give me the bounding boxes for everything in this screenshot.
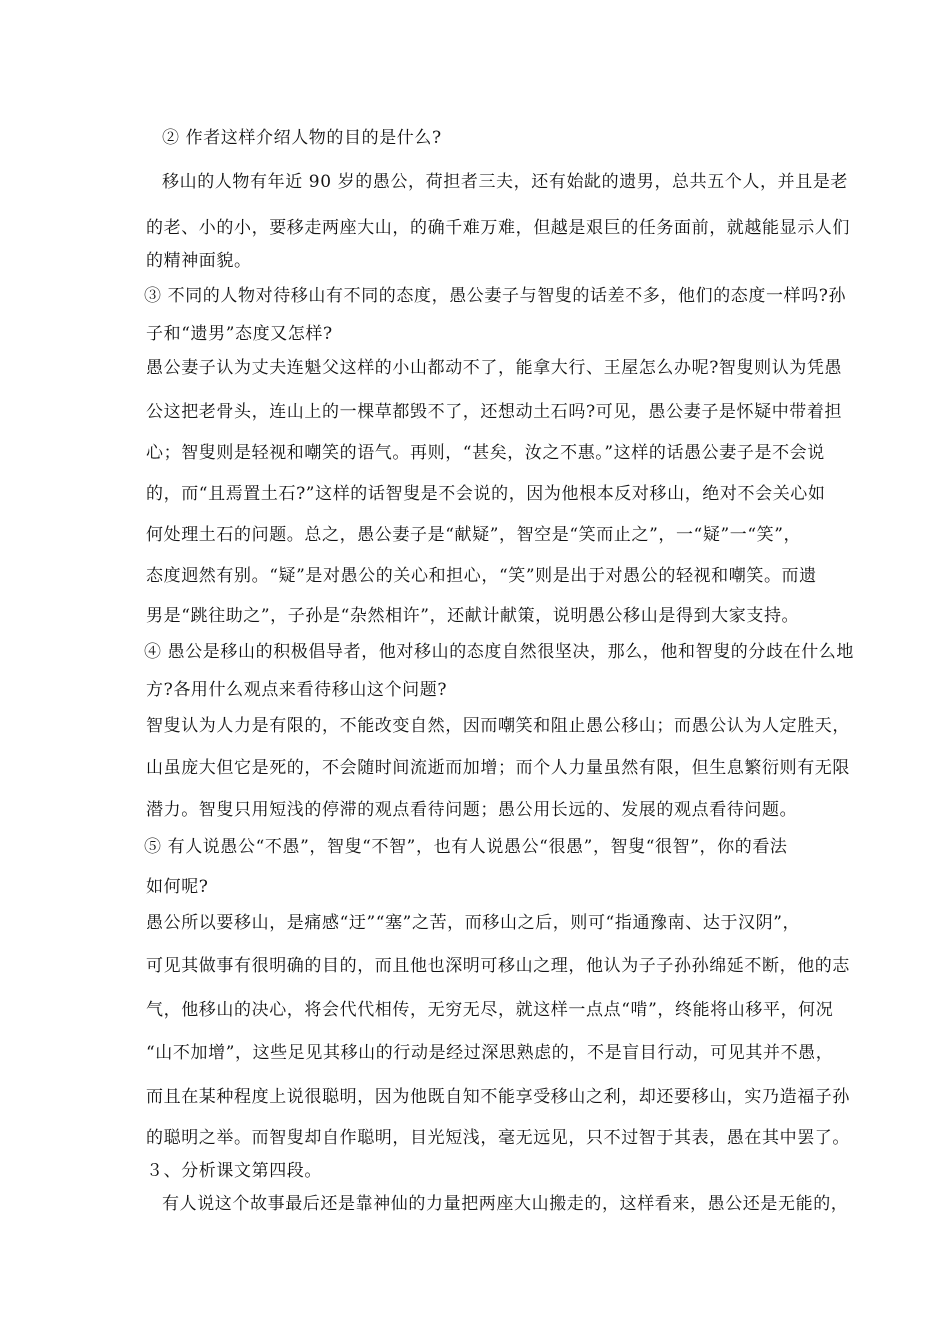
answer-4-line-3: 潜力。智叟只用短浅的停滞的观点看待问题；愚公用长远的、发展的观点看待问题。 — [146, 800, 798, 820]
answer-4-line-1: 智叟认为人力是有限的，不能改变自然，因而嘲笑和阻止愚公移山；而愚公认为人定胜天， — [146, 716, 850, 736]
answer-3-line-2: 公这把老骨头，连山上的一棵草都毁不了，还想动土石吗?可见，愚公妻子是怀疑中带着担 — [146, 402, 843, 422]
answer-3-line-7: 男是“跳往助之”，子孙是“杂然相许”，还献计献策，说明愚公移山是得到大家支持。 — [146, 606, 800, 626]
question-5-line-1: ⑤ 有人说愚公“不愚”，智叟“不智”，也有人说愚公“很愚”，智叟“很智”，你的看法 — [144, 837, 788, 857]
section-3-paragraph-line-1: 有人说这个故事最后还是靠神仙的力量把两座大山搬走的，这样看来，愚公还是无能的， — [162, 1194, 849, 1214]
answer-3-line-3: 心；智叟则是轻视和嘲笑的语气。再则，“甚矣，汝之不惠。”这样的话愚公妻子是不会说 — [146, 443, 825, 463]
answer-3-line-4: 的，而“且焉置土石?”这样的话智叟是不会说的，因为他根本反对移山，绝对不会关心如 — [146, 484, 826, 504]
question-2: ② 作者这样介绍人物的目的是什么? — [162, 128, 442, 148]
question-4-line-2: 方?各用什么观点来看待移山这个问题? — [146, 680, 448, 700]
answer-5-line-5: 而且在某种程度上说很聪明，因为他既自知不能享受移山之利，却还要移山，实乃造福子孙 — [146, 1087, 850, 1107]
answer-3-line-6: 态度迥然有别。“疑”是对愚公的关心和担心，“笑”则是出于对愚公的轻视和嘲笑。而遗 — [146, 566, 817, 586]
question-3-line-2: 子和“遗男”态度又怎样? — [146, 324, 333, 344]
answer-5-line-2: 可见其做事有很明确的目的，而且他也深明可移山之理，他认为子子孙孙绵延不断，他的志 — [146, 956, 850, 976]
answer-2-line-2: 的老、小的小，要移走两座大山，的确千难万难，但越是艰巨的任务面前，就越能显示人们 — [146, 218, 850, 238]
answer-3-line-5: 何处理土石的问题。总之，愚公妻子是“献疑”，智空是“笑而止之”，一“疑”一“笑”， — [146, 525, 802, 545]
question-5-line-2: 如何呢? — [146, 877, 209, 897]
answer-4-line-2: 山虽庞大但它是死的，不会随时间流逝而加增；而个人力量虽然有限，但生息繁衍则有无限 — [146, 758, 850, 778]
question-3-line-1: ③ 不同的人物对待移山有不同的态度，愚公妻子与智叟的话差不多，他们的态度一样吗?孙 — [144, 286, 847, 306]
question-4-line-1: ④ 愚公是移山的积极倡导者，他对移山的态度自然很坚决，那么，他和智叟的分歧在什么地 — [144, 642, 855, 662]
answer-5-line-4: “山不加增”，这些足见其移山的行动是经过深思熟虑的，不是盲目行动，可见其并不愚， — [146, 1043, 834, 1063]
answer-3-line-1: 愚公妻子认为丈夫连魁父这样的小山都动不了，能拿大行、王屋怎么办呢?智叟则认为凭愚 — [146, 358, 843, 378]
answer-2-line-1: 移山的人物有年近 90 岁的愚公，荷担者三夫，还有始龀的遗男，总共五个人，并且是老 — [162, 172, 849, 192]
answer-5-line-1: 愚公所以要移山，是痛感“迂”“塞”之苦，而移山之后，则可“指通豫南、达于汉阴”， — [146, 913, 801, 933]
answer-2-line-3: 的精神面貌。 — [146, 251, 252, 271]
answer-5-line-3: 气，他移山的决心，将会代代相传，无穷无尽，就这样一点点“啃”，终能将山移平，何况 — [146, 1000, 834, 1020]
answer-5-line-6: 的聪明之举。而智叟却自作聪明，目光短浅，毫无远见，只不过智于其表，愚在其中罢了。 — [146, 1128, 850, 1148]
section-3-heading: ３、分析课文第四段。 — [146, 1161, 322, 1181]
